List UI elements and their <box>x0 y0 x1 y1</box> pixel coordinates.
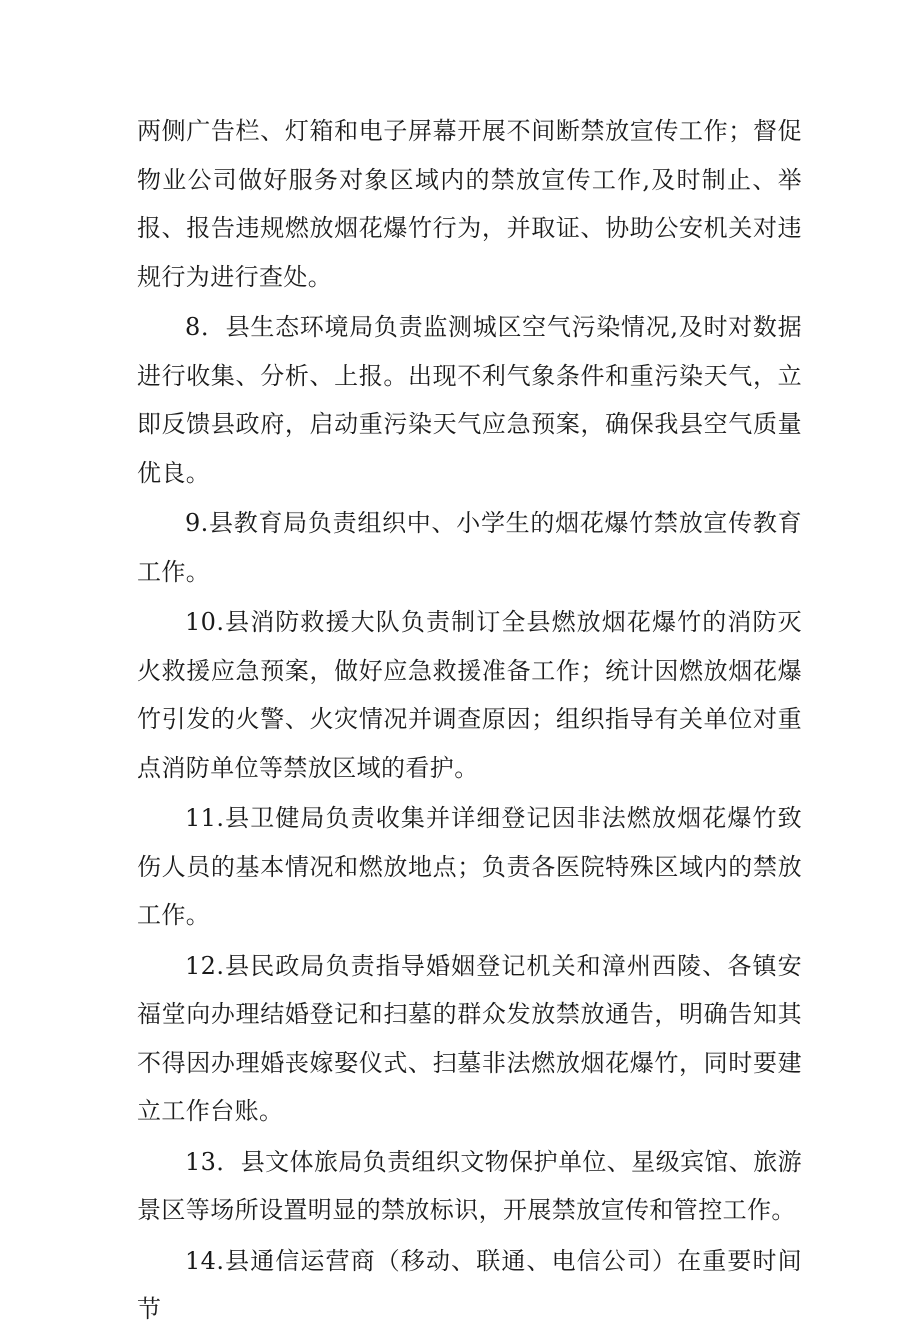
paragraph-item-13: 13．县文体旅局负责组织文物保护单位、星级宾馆、旅游景区等场所设置明显的禁放标识，开展禁放宣传和管控工作。 <box>137 1147 802 1224</box>
document-body <box>137 107 802 1334</box>
paragraph-item-8: 8．县生态环境局负责监测城区空气污染情况,及时对数据进行收集、分析、上报。出现不利气象条件和重污染天气，立即反馈县政府，启动重污染天气应急预案，确保我县空气质量优良。 <box>137 313 802 487</box>
paragraph-item-12: 12.县民政局负责指导婚姻登记机关和漳州西陵、各镇安福堂向办理结婚登记和扫墓的群众发放禁放通告，明确告知其不得因办理婚丧嫁娶仪式、扫墓非法燃放烟花爆竹，同时要建立工作台账。 <box>137 951 802 1125</box>
paragraph-item-9: 9.县教育局负责组织中、小学生的烟花爆竹禁放宣传教育工作。 <box>137 509 802 586</box>
paragraph-item-10: 10.县消防救援大队负责制订全县燃放烟花爆竹的消防灭火救援应急预案，做好应急救援准备工作；统计因燃放烟花爆竹引发的火警、火灾情况并调查原因；组织指导有关单位对重点消防单位等禁放区域的看护。 <box>137 608 802 782</box>
paragraph-continued: 两侧广告栏、灯箱和电子屏幕开展不间断禁放宣传工作；督促物业公司做好服务对象区域内的禁放宣传工作,及时制止、举报、报告违规燃放烟花爆竹行为，并取证、协助公安机关对违规行为进行查处。 <box>137 117 802 291</box>
paragraph-item-11: 11.县卫健局负责收集并详细登记因非法燃放烟花爆竹致伤人员的基本情况和燃放地点；负责各医院特殊区域内的禁放工作。 <box>137 804 802 929</box>
paragraph-item-14: 14.县通信运营商（移动、联通、电信公司）在重要时间节 <box>137 1246 802 1323</box>
